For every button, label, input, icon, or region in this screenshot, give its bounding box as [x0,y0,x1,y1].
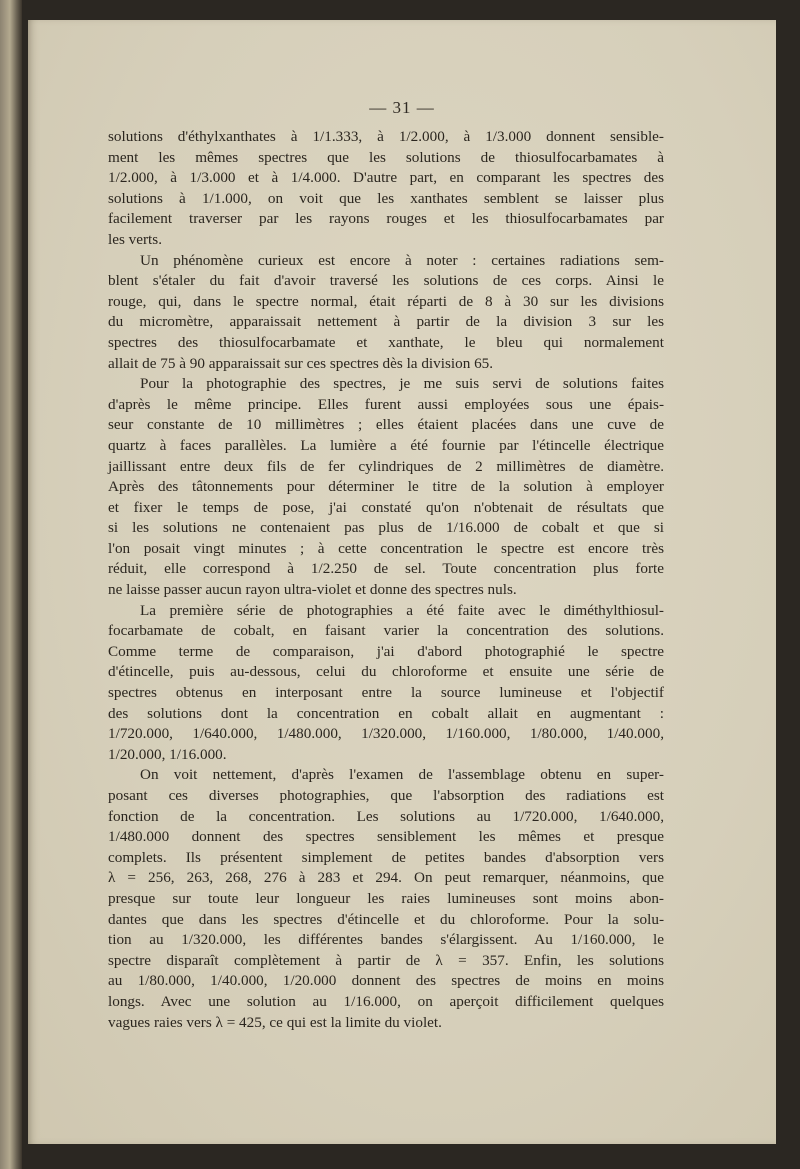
text-line: rouge, qui, dans le spectre normal, était réparti de 8 à 30 sur les divisions [108,292,664,310]
text-line: 1/2.000, à 1/3.000 et à 1/4.000. D'autre part, en comparant les spectres des [108,169,664,187]
text-line: tion au 1/320.000, les différentes bandes s'élargissent. Au 1/160.000, le [108,931,664,949]
text-line: Après des tâtonnements pour déterminer le titre de la solution à employer [108,478,664,496]
text-line: 1/720.000, 1/640.000, 1/480.000, 1/320.000, 1/160.000, 1/80.000, 1/40.000, [108,725,664,743]
text-line: On voit nettement, d'après l'examen de l'assemblage obtenu en super- [140,766,664,784]
book-page [28,20,776,1144]
text-line: ne laisse passer aucun rayon ultra-violet et donne des spectres nuls. [108,581,517,599]
text-line: au 1/80.000, 1/40.000, 1/20.000 donnent des spectres de moins en moins [108,972,664,990]
text-line: Pour la photographie des spectres, je me suis servi de solutions faites [140,375,664,393]
text-line: longs. Avec une solution au 1/16.000, on aperçoit difficilement quelques [108,992,664,1010]
text-line: jaillissant entre deux fils de fer cylindriques de 2 millimètres de diamètre. [108,457,664,475]
text-line: spectres des thiosulfocarbamate et xanthate, le bleu qui normalement [108,333,664,351]
text-line: les verts. [108,230,162,248]
text-line: l'on posait vingt minutes ; à cette concentration le spectre est encore très [108,539,664,557]
text-line: des solutions dont la concentration en cobalt allait en augmentant : [108,704,664,722]
text-line: allait de 75 à 90 apparaissait sur ces spectres dès la division 65. [108,354,494,372]
text-line: 1/480.000 donnent des spectres sensiblement les mêmes et presque [108,828,664,846]
text-line: d'étincelle, puis au-dessous, celui du chloroforme et ensuite une série de [108,663,664,681]
text-line: seur constante de 10 millimètres ; elles étaient placées dans une cuve de [108,416,664,434]
text-line: fonction de la concentration. Les solutions au 1/720.000, 1/640.000, [108,807,664,825]
facing-page-edge [0,0,22,1169]
text-line: posant ces diverses photographies, que l'absorption des radiations est [108,787,664,804]
text-line: 1/20.000, 1/16.000. [108,745,227,763]
text-line: facilement traverser par les rayons rouges et les thiosulfocarbamates par [108,210,664,228]
text-line: ment les mêmes spectres que les solutions de thiosulfocarbamates à [108,148,664,166]
text-line: complets. Ils présentent simplement de petites bandes d'absorption vers [108,848,664,866]
text-line: Comme terme de comparaison, j'ai d'abord photographié le spectre [108,642,664,660]
text-line: La première série de photographies a été faite avec le diméthylthiosul- [140,601,664,619]
text-line: quartz à faces parallèles. La lumière a été fournie par l'étincelle électrique [108,436,664,454]
text-line: spectre disparaît complètement à partir de λ = 357. Enfin, les solutions [108,951,664,969]
text-line: solutions à 1/1.000, on voit que les xanthates semblent se laisser plus [108,189,664,207]
text-line: dantes que dans les spectres d'étincelle et du chloroforme. Pour la solu- [108,910,664,928]
text-line: blent s'étaler du fait d'avoir traversé les solutions de ces corps. Ainsi le [108,272,664,290]
text-line: d'après le même principe. Elles furent aussi employées sous une épais- [108,395,664,413]
text-line: λ = 256, 263, 268, 276 à 283 et 294. On peut remarquer, néanmoins, que [108,869,664,887]
page-number: — 31 — [369,98,435,117]
text-line: et fixer le temps de pose, j'ai constaté qu'on n'obtenait de résultats que [108,498,664,516]
text-line: presque sur toute leur longueur les raies lumineuses sont moins abon- [108,889,664,907]
text-line: solutions d'éthylxanthates à 1/1.333, à 1/2.000, à 1/3.000 donnent sensible- [108,128,664,145]
text-line: réduit, elle correspond à 1/2.250 de sel. Toute concentration plus forte [108,560,664,578]
text-line: spectres obtenus en interposant entre la source lumineuse et l'objectif [108,684,664,702]
body-text [108,127,664,1033]
text-line: du micromètre, apparaissait nettement à partir de la division 3 sur les [108,313,664,331]
text-line: Un phénomène curieux est encore à noter : certaines radiations sem- [140,251,664,269]
text-line: focarbamate de cobalt, en faisant varier la concentration des solutions. [108,622,664,640]
text-line: si les solutions ne contenaient pas plus de 1/16.000 de cobalt et que si [108,519,664,537]
text-line: vagues raies vers λ = 425, ce qui est la limite du violet. [108,1013,442,1031]
